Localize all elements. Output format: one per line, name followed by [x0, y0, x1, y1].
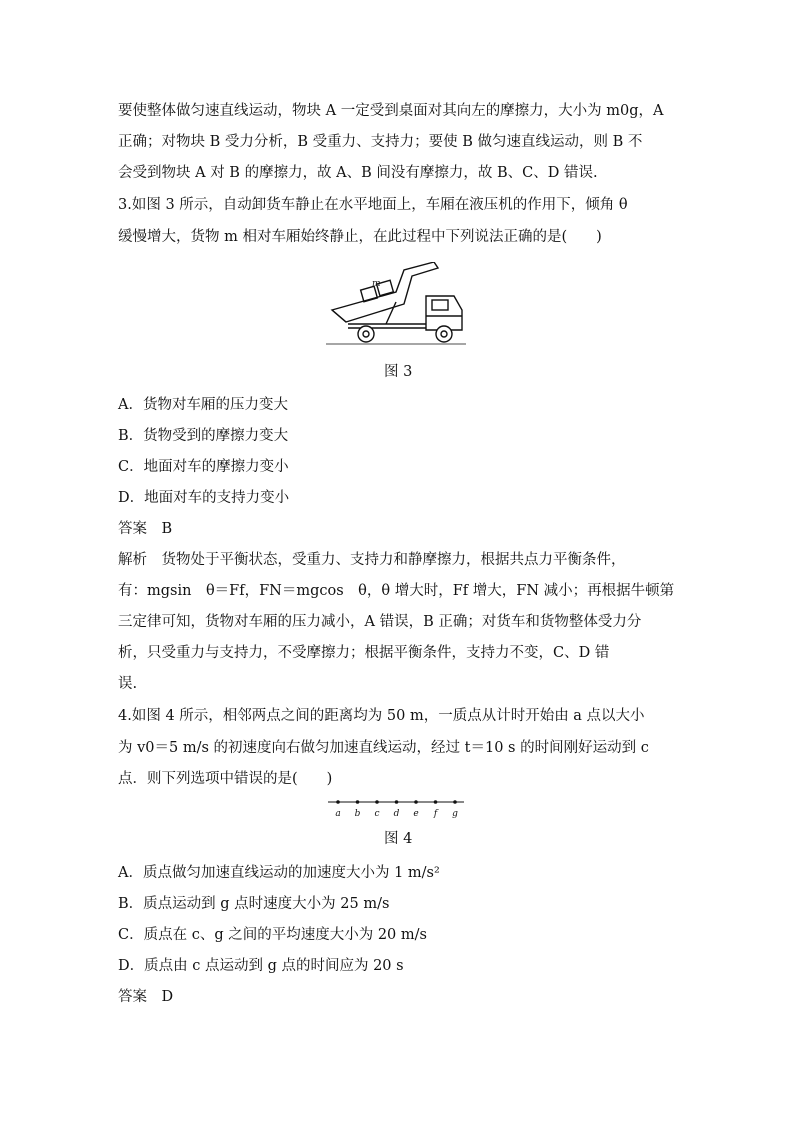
option-b: B．货物受到的摩擦力变大 [118, 428, 289, 444]
answer: 答案 B [118, 521, 173, 537]
point-e [414, 800, 418, 804]
option-c: C．地面对车的摩擦力变小 [118, 459, 289, 475]
option-d: D．质点由 c 点运动到 g 点的时间应为 20 s [118, 958, 404, 974]
point-b [356, 800, 360, 804]
figure-caption: 图 3 [384, 364, 413, 380]
question-4-stem: 4.如图 4 所示，相邻两点之间的距离均为 50 m，一质点从计时开始由 a 点以大小 [118, 708, 645, 724]
points-line-figure [328, 796, 464, 820]
point-g [453, 800, 457, 804]
option-b: B．质点运动到 g 点时速度大小为 25 m/s [118, 896, 390, 912]
option-a: A．质点做匀加速直线运动的加速度大小为 1 m/s² [118, 865, 440, 881]
point-d [395, 800, 399, 804]
question-3-stem: 缓慢增大，货物 m 相对车厢始终静止，在此过程中下列说法正确的是( ) [118, 229, 602, 245]
point-label-a: a [335, 809, 341, 819]
question-4-stem: 点．则下列选项中错误的是( ) [118, 771, 333, 787]
point-label-g: g [452, 809, 458, 819]
analysis-line: 有：mgsin θ＝Ff，FN＝mgcos θ，θ 增大时，Ff 增大，FN 减小；再根据牛顿第 [118, 583, 675, 599]
analysis-line: 误. [118, 676, 138, 692]
point-label-d: d [393, 809, 400, 819]
analysis-line: 三定律可知，货物对车厢的压力减小，A 错误，B 正确；对货车和货物整体受力分 [118, 614, 642, 630]
question-3-stem: 3.如图 3 所示，自动卸货车静止在水平地面上，车厢在液压机的作用下，倾角 θ [118, 197, 628, 213]
dump-truck-figure [326, 262, 466, 346]
option-a: A．货物对车厢的压力变大 [118, 397, 288, 413]
option-c: C．质点在 c、g 之间的平均速度大小为 20 m/s [118, 927, 427, 943]
option-d: D．地面对车的支持力变小 [118, 490, 290, 506]
text-line: 会受到物块 A 对 B 的摩擦力，故 A、B 间没有摩擦力，故 B、C、D 错误. [118, 165, 598, 181]
point-label-f: f [433, 809, 438, 819]
analysis-line: 析，只受重力与支持力，不受摩擦力；根据平衡条件，支持力不变，C、D 错 [118, 645, 610, 661]
point-label-b: b [354, 809, 361, 819]
point-label-c: c [374, 809, 380, 819]
cargo-label: m [372, 279, 381, 289]
analysis-line: 解析 货物处于平衡状态，受重力、支持力和静摩擦力，根据共点力平衡条件， [118, 552, 626, 568]
question-4-stem: 为 v0＝5 m/s 的初速度向右做匀加速直线运动，经过 t＝10 s 的时间刚好运动到 c [118, 740, 649, 756]
figure-caption: 图 4 [384, 831, 413, 847]
point-label-e: e [413, 809, 419, 819]
point-c [375, 800, 379, 804]
text-line: 要使整体做匀速直线运动，物块 A 一定受到桌面对其向左的摩擦力，大小为 m0g，A [118, 103, 664, 119]
answer: 答案 D [118, 989, 174, 1005]
point-f [434, 800, 438, 804]
point-a [336, 800, 340, 804]
text-line: 正确；对物块 B 受力分析，B 受重力、支持力；要使 B 做匀速直线运动，则 B 不 [118, 134, 643, 150]
